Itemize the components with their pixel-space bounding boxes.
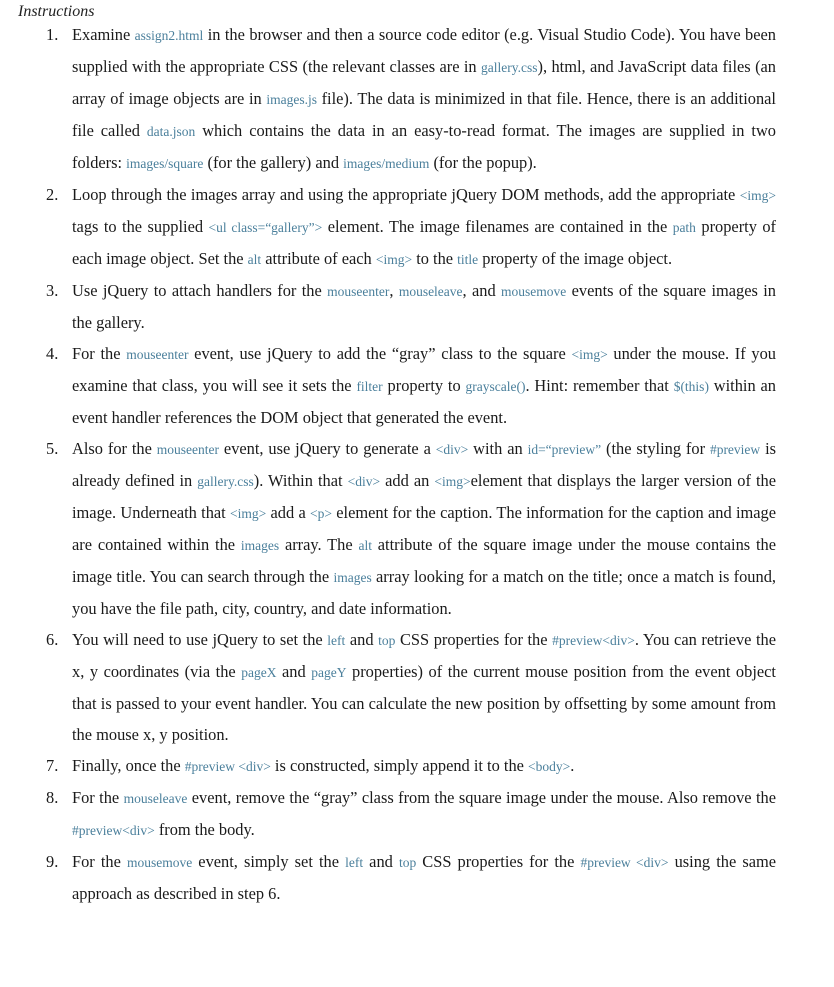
step-number: 6. (46, 630, 59, 649)
step-text: Loop through the images array and using the appropriate jQuery DOM methods, add the appropriate (72, 185, 740, 204)
step-text: tags to the supplied (72, 217, 209, 236)
code-term: <img> (375, 252, 413, 267)
step-text: . You can retrieve the x, y coordinates (via the (72, 630, 777, 681)
code-term: <img> (230, 506, 267, 521)
step-text: Examine (72, 25, 135, 44)
step-text: event, simply set the (192, 852, 346, 871)
step-number: 3. (46, 281, 59, 300)
step-text: , (389, 281, 399, 300)
code-term: mousemove (501, 284, 567, 299)
code-term: id=“preview” (527, 442, 602, 457)
code-term: <img> (434, 474, 471, 489)
code-term: <ul class=“gallery”> (208, 220, 323, 235)
step-text: Use jQuery to attach handlers for the (72, 281, 328, 300)
code-term: images/square (126, 156, 204, 171)
code-term: assign2.html (134, 28, 204, 43)
code-term: alt (358, 538, 372, 553)
code-term: images/medium (343, 156, 430, 171)
code-term: title (457, 252, 479, 267)
step-text: and (276, 662, 312, 681)
step-text: array looking for a match on the title; once a match is found, you have the file path, city, country, and date information. (72, 567, 776, 618)
code-term: top (378, 633, 396, 648)
instructions-heading: Instructions (18, 3, 95, 20)
step-text: ), html, and JavaScript data files (an array of image objects are in (72, 57, 777, 108)
step-text: CSS properties for the (416, 852, 581, 871)
step-text: is constructed, simply append it to the (270, 756, 529, 775)
instruction-steps-list (0, 19, 776, 909)
code-term: path (672, 220, 696, 235)
step-text: , and (462, 281, 502, 300)
instruction-step-6 (0, 624, 776, 750)
step-text: with an (468, 439, 528, 458)
instruction-step-4 (0, 338, 776, 433)
step-text: in the browser and then a source code editor (e.g. Visual Studio Code). You have been supplied with the appropriate CSS (the relevant classes are in (72, 25, 776, 76)
step-text: to the (412, 249, 458, 268)
code-term: filter (356, 379, 383, 394)
step-text: . (570, 756, 575, 775)
step-text: within an event handler references the DOM object that generated the event. (72, 376, 776, 427)
step-text: property of the image object. (478, 249, 673, 268)
code-term: images (333, 570, 372, 585)
step-text: properties) of the current mouse position from the event object that is passed to your event handler. You can calculate the new position by offsetting by some amount from the mouse x, y position. (72, 662, 776, 744)
step-text: add an (380, 471, 435, 490)
step-text: For the (72, 852, 127, 871)
code-term: mouseleave (398, 284, 463, 299)
step-text: property to (382, 376, 466, 395)
code-term: $(this) (673, 379, 709, 394)
step-text: and (363, 852, 399, 871)
code-term: <div> (435, 442, 469, 457)
step-text: events of the square images in the gallery. (72, 281, 776, 332)
code-term: left (345, 855, 364, 870)
code-term: <p> (310, 506, 332, 521)
step-number: 4. (46, 344, 59, 363)
code-term: gallery.css (197, 474, 254, 489)
code-term: <body> (528, 759, 571, 774)
code-term: top (398, 855, 417, 870)
code-term: mouseenter (126, 347, 189, 362)
step-text: (for the gallery) and (203, 153, 344, 172)
step-text: attribute of each (261, 249, 376, 268)
code-term: mousemove (126, 855, 193, 870)
code-term: #preview <div> (184, 759, 271, 774)
code-term: #preview (709, 442, 761, 457)
code-term: mouseleave (123, 791, 188, 806)
instruction-step-5 (0, 433, 776, 624)
code-term: <div> (347, 474, 381, 489)
step-text: (for the popup). (429, 153, 537, 172)
step-text: property of each image object. Set the (72, 217, 777, 268)
step-text: event, use jQuery to generate a (219, 439, 436, 458)
instruction-step-7 (0, 750, 776, 782)
step-text: under the mouse. If you examine that class, you will see it sets the (72, 344, 776, 395)
step-number: 9. (46, 852, 59, 871)
step-number: 7. (46, 756, 59, 775)
instruction-step-3 (0, 275, 776, 338)
code-term: <img> (571, 347, 608, 362)
step-text: event, remove the “gray” class from the square image under the mouse. Also remove the (187, 788, 776, 807)
instruction-step-1 (0, 19, 776, 179)
step-number: 5. (46, 439, 59, 458)
instruction-step-9 (0, 846, 776, 909)
step-text: and (345, 630, 379, 649)
code-term: grayscale() (465, 379, 526, 394)
code-term: #preview<div> (552, 633, 635, 648)
code-term: images.js (266, 92, 317, 107)
step-text: (the styling for (601, 439, 710, 458)
instruction-step-2 (0, 179, 776, 275)
step-text: element for the caption. The information for the caption and image are contained within the (72, 503, 776, 554)
code-term: pageX (241, 665, 277, 680)
code-term: mouseenter (327, 284, 390, 299)
code-term: left (327, 633, 346, 648)
step-text: array. The (279, 535, 359, 554)
step-text: event, use jQuery to add the “gray” class to the square (188, 344, 572, 363)
step-text: Finally, once the (72, 756, 185, 775)
step-text: CSS properties for the (395, 630, 553, 649)
code-term: data.json (146, 124, 196, 139)
step-number: 2. (46, 185, 59, 204)
step-number: 8. (46, 788, 59, 807)
step-text: ). Within that (253, 471, 348, 490)
code-term: #preview <div> (580, 855, 669, 870)
step-text: add a (266, 503, 310, 522)
code-term: <img> (739, 188, 776, 203)
step-text: Also for the (72, 439, 157, 458)
step-text: element that displays the larger version of the image. Underneath that (72, 471, 776, 522)
instruction-step-8 (0, 782, 776, 846)
step-text: which contains the data in an easy-to-read format. The images are supplied in two folders: (72, 121, 776, 172)
step-text: For the (72, 788, 124, 807)
step-text: element. The image filenames are contained in the (322, 217, 673, 236)
step-text: file). The data is minimized in that file. Hence, there is an additional file called (72, 89, 776, 140)
step-text: is already defined in (72, 439, 776, 490)
code-term: gallery.css (481, 60, 538, 75)
step-text: . Hint: remember that (525, 376, 674, 395)
code-term: mouseenter (156, 442, 220, 457)
step-text: attribute of the square image under the mouse contains the image title. You can search through the (72, 535, 776, 586)
step-text: from the body. (154, 820, 255, 839)
code-term: pageY (311, 665, 347, 680)
step-text: For the (72, 344, 127, 363)
code-term: #preview<div> (72, 823, 155, 838)
code-term: images (240, 538, 280, 553)
code-term: alt (247, 252, 262, 267)
step-text: You will need to use jQuery to set the (72, 630, 328, 649)
step-text: using the same approach as described in step 6. (72, 852, 776, 903)
step-number: 1. (46, 25, 59, 44)
